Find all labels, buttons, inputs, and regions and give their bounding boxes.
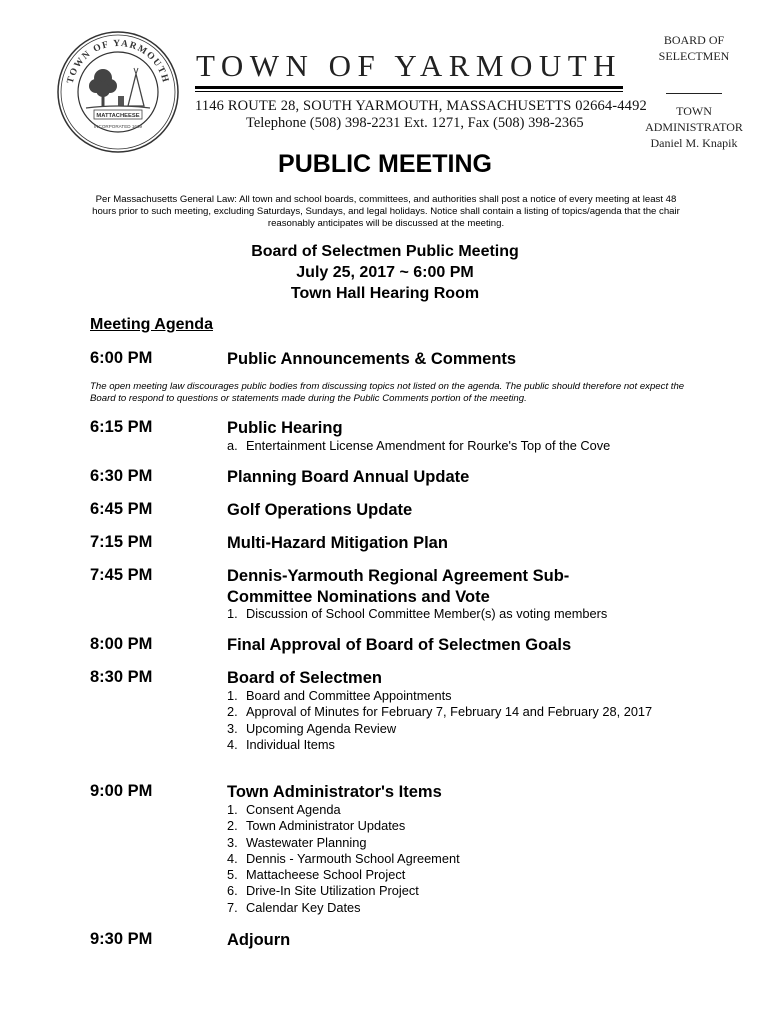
meeting-location: Town Hall Hearing Room [290,285,480,302]
list-item: 6. Drive-In Site Utilization Project [227,883,419,899]
svg-text:MATTACHEESE: MATTACHEESE [96,113,140,119]
board-line-1: BOARD OF [663,33,725,47]
agenda-topic: Planning Board Annual Update [227,468,470,486]
admin-line-2: ADMINISTRATOR [645,120,743,134]
agenda-topic: Board of Selectmen [227,669,382,687]
open-meeting-note: The open meeting law discourages public bodies from discussing topics not listed on the agenda. The public should therefore not expect the Board to respond to questions or statements made during the Public Comments portion of the meeting. [90,381,685,404]
agenda-heading: Meeting Agenda [90,316,213,333]
list-item: 3. Upcoming Agenda Review [227,720,397,736]
agenda-time: 9:00 PM [90,782,153,800]
town-seal-logo [56,30,180,154]
agenda-topic: Final Approval of Board of Selectmen Goals [227,636,572,654]
meeting-date-time: July 25, 2017 ~ 6:00 PM [296,264,474,281]
agenda-time: 6:30 PM [90,467,153,485]
list-item: 1. Discussion of School Committee Member(s) as voting members [227,606,608,621]
agenda-topic: Adjourn [227,931,291,949]
list-item: 4. Dennis - Yarmouth School Agreement [227,850,460,866]
meeting-name: Board of Selectmen Public Meeting [251,243,519,260]
agenda-time: 6:15 PM [90,418,153,436]
agenda-time: 7:15 PM [90,533,153,551]
agenda-sublist [227,606,667,622]
page-title: PUBLIC MEETING [278,150,492,178]
list-item: 2. Town Administrator Updates [227,818,406,834]
agenda-time: 9:30 PM [90,930,153,948]
town-telephone: Telephone (508) 398-2231 Ext. 1271, Fax (508) 398-2365 [246,115,584,131]
list-item: 2. Approval of Minutes for February 7, February 14 and February 28, 2017 [227,704,653,720]
agenda-topic: Town Administrator's Items [227,783,442,801]
officials-block [634,32,754,151]
agenda-sublist [227,688,657,753]
svg-text:TOWN OF YARMOUTH: TOWN OF YARMOUTH [65,38,171,85]
agenda-sublist [227,438,667,454]
agenda-topic: Dennis-Yarmouth Regional Agreement Sub-Committee Nominations and Vote [227,567,570,606]
admin-line-1: TOWN [676,104,712,118]
town-name-heading: TOWN OF YARMOUTH [196,48,623,83]
agenda-time: 6:45 PM [90,500,153,518]
agenda-time: 8:30 PM [90,668,153,686]
list-item: 3. Wastewater Planning [227,834,367,850]
header-rule-thick [195,86,623,89]
town-address: 1146 ROUTE 28, SOUTH YARMOUTH, MASSACHUSETTS 02664-4492 [195,98,647,114]
svg-text:INCORPORATED 1639: INCORPORATED 1639 [93,124,143,129]
list-item: 4. Individual Items [227,736,335,752]
agenda-topic: Golf Operations Update [227,501,413,519]
law-notice: Per Massachusetts General Law: All town and school boards, committees, and authorities shall post a notice of every meeting at least 48 hours prior to such meeting, excluding Saturdays, Sundays, and legal holidays. Notice shall contain a listing of topics/agenda that the chair reasonably anticipates will be discussed at the meeting. [92,194,680,229]
agenda-topic: Public Announcements & Comments [227,350,517,368]
list-item: a. Entertainment License Amendment for Rourke's Top of the Cove [227,438,611,453]
agenda-sublist [227,802,667,916]
list-item: 1. Board and Committee Appointments [227,688,452,703]
agenda-time: 8:00 PM [90,635,153,653]
agenda-time: 6:00 PM [90,349,153,367]
board-line-2: SELECTMEN [658,49,730,63]
header-rule-thin [195,91,623,92]
agenda-topic: Public Hearing [227,419,343,437]
list-item: 1. Consent Agenda [227,802,341,817]
agenda-time: 7:45 PM [90,566,153,584]
list-item: 5. Mattacheese School Project [227,867,406,883]
list-item: 7. Calendar Key Dates [227,899,361,915]
officials-divider [666,93,722,94]
agenda-topic: Multi-Hazard Mitigation Plan [227,534,448,552]
admin-name: Daniel M. Knapik [650,136,738,150]
